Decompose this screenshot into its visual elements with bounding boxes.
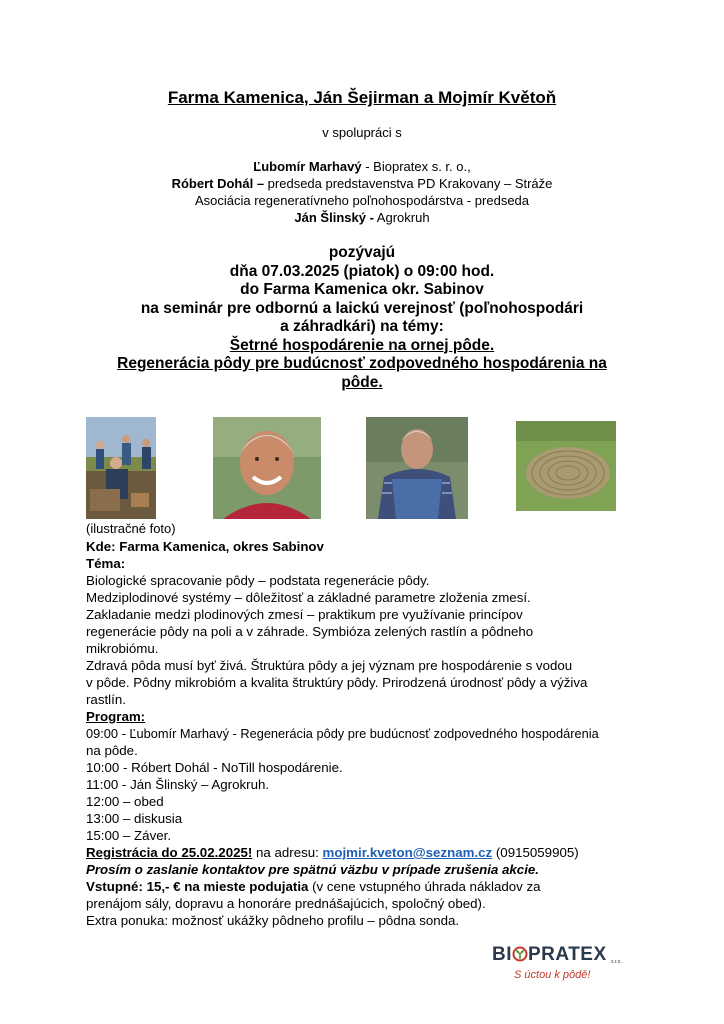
topic-line: Biologické spracovanie pôdy – podstata regenerácie pôdy. xyxy=(86,573,430,588)
topic-line: mikrobiómu. xyxy=(86,641,159,656)
partner-line: Ľubomír Marhavý - Biopratex s. r. o., xyxy=(253,159,471,174)
program-line: 10:00 - Róbert Dohál - NoTill hospodárenie. xyxy=(86,760,343,775)
partners-block xyxy=(0,158,724,226)
page-title: Farma Kamenica, Ján Šejirman a Mojmír Květoň xyxy=(167,88,557,107)
topic-label: Téma: xyxy=(86,556,126,571)
contact-request: Prosím o zaslanie kontaktov pre spätnú väzbu v prípade zrušenia akcie. xyxy=(86,862,539,877)
logo-wordmark: BI PRATEX xyxy=(492,944,607,965)
biopratex-logo xyxy=(492,944,632,984)
sprout-icon xyxy=(512,946,528,962)
topic-line: Zdravá pôda musí byť živá. Štruktúra pôdy a jej význam pre hospodárenie s vodou xyxy=(86,658,573,673)
partner-line: Asociácia regeneratívneho poľnohospodárstva - predseda xyxy=(194,193,530,208)
program-line: 15:00 – Záver. xyxy=(86,828,172,843)
registration-label: Registrácia do 25.02.2025! xyxy=(86,845,253,860)
details-block xyxy=(86,538,646,929)
location-label: Kde: Farma Kamenica, okres Sabinov xyxy=(86,539,324,554)
program-line: na pôde. xyxy=(86,743,138,758)
invitation-block xyxy=(0,244,724,392)
program-line: 12:00 – obed xyxy=(86,794,164,809)
fee-line: Vstupné: 15,- € na mieste podujatia (v cene vstupného úhrada nákladov za xyxy=(86,879,541,894)
circular-field-photo xyxy=(516,421,616,511)
photo-row xyxy=(0,417,724,521)
invite-line: na seminár pre odbornú a laickú verejnosť (poľnohospodári xyxy=(140,299,584,317)
partner-line: Róbert Dohál – predseda predstavenstva PD Krakovany – Stráže xyxy=(171,176,553,191)
program-line: 09:00 - Ľubomír Marhavý - Regenerácia pôdy pre budúcnosť zodpovedného hospodárenia xyxy=(86,726,599,741)
registration-phone: (0915059905) xyxy=(492,845,579,860)
photo-caption: (ilustračné foto) xyxy=(86,521,176,536)
invite-place: do Farma Kamenica okr. Sabinov xyxy=(240,281,484,298)
topic-line: Medziplodinové systémy – dôležitosť a základné parametre zloženia zmesí. xyxy=(86,590,531,605)
partner-line: Ján Šlinský - Agrokruh xyxy=(294,210,430,225)
registration-email-link[interactable]: mojmir.kveton@seznam.cz xyxy=(322,845,493,860)
topic-one: Šetrné hospodárenie na ornej pôde. xyxy=(229,336,495,354)
topic-line: rastlín. xyxy=(86,692,126,707)
extra-offer: Extra ponuka: možnosť ukážky pôdneho profilu – pôdna sonda. xyxy=(86,913,460,928)
logo-tagline: S úctou k pôdě! xyxy=(514,969,591,981)
program-line: 13:00 – diskusia xyxy=(86,811,183,826)
elderly-farmer-photo xyxy=(366,417,468,519)
fee-line-cont: prenájom sály, dopravu a honoráre prednášajúcich, spoločný obed). xyxy=(86,896,486,911)
smiling-man-photo xyxy=(213,417,321,519)
invite-line: pozývajú xyxy=(328,244,396,261)
topic-line: Zakladanie medzi plodinových zmesí – praktikum pre využívanie princípov xyxy=(86,607,523,622)
topic-line: regenerácie pôdy na poli a v záhrade. Symbióza zelených rastlín a pôdneho xyxy=(86,624,534,639)
cooperation-text: v spolupráci s xyxy=(322,125,402,140)
logo-sro: s.r.o. xyxy=(611,959,622,965)
topic-line: v pôde. Pôdny mikrobióm a kvalita štruktúry pôdy. Prirodzená úrodnosť pôdy a výživa xyxy=(86,675,588,690)
topic-two: Regenerácia pôdy pre budúcnosť zodpovedného hospodárenia na xyxy=(117,355,607,372)
program-line: 11:00 - Ján Šlinský – Agrokruh. xyxy=(86,777,270,792)
invite-date: dňa 07.03.2025 (piatok) o 09:00 hod. xyxy=(229,262,495,280)
program-label: Program: xyxy=(86,709,146,724)
registration-line: Registrácia do 25.02.2025! na adresu: mojmir.kveton@seznam.cz (0915059905) xyxy=(86,845,579,860)
fee-label: Vstupné: 15,- € na mieste podujatia xyxy=(86,879,309,894)
topic-two-cont: pôde. xyxy=(341,373,383,391)
field-group-photo xyxy=(86,417,156,519)
invite-line: a záhradkári) na témy: xyxy=(280,318,444,335)
